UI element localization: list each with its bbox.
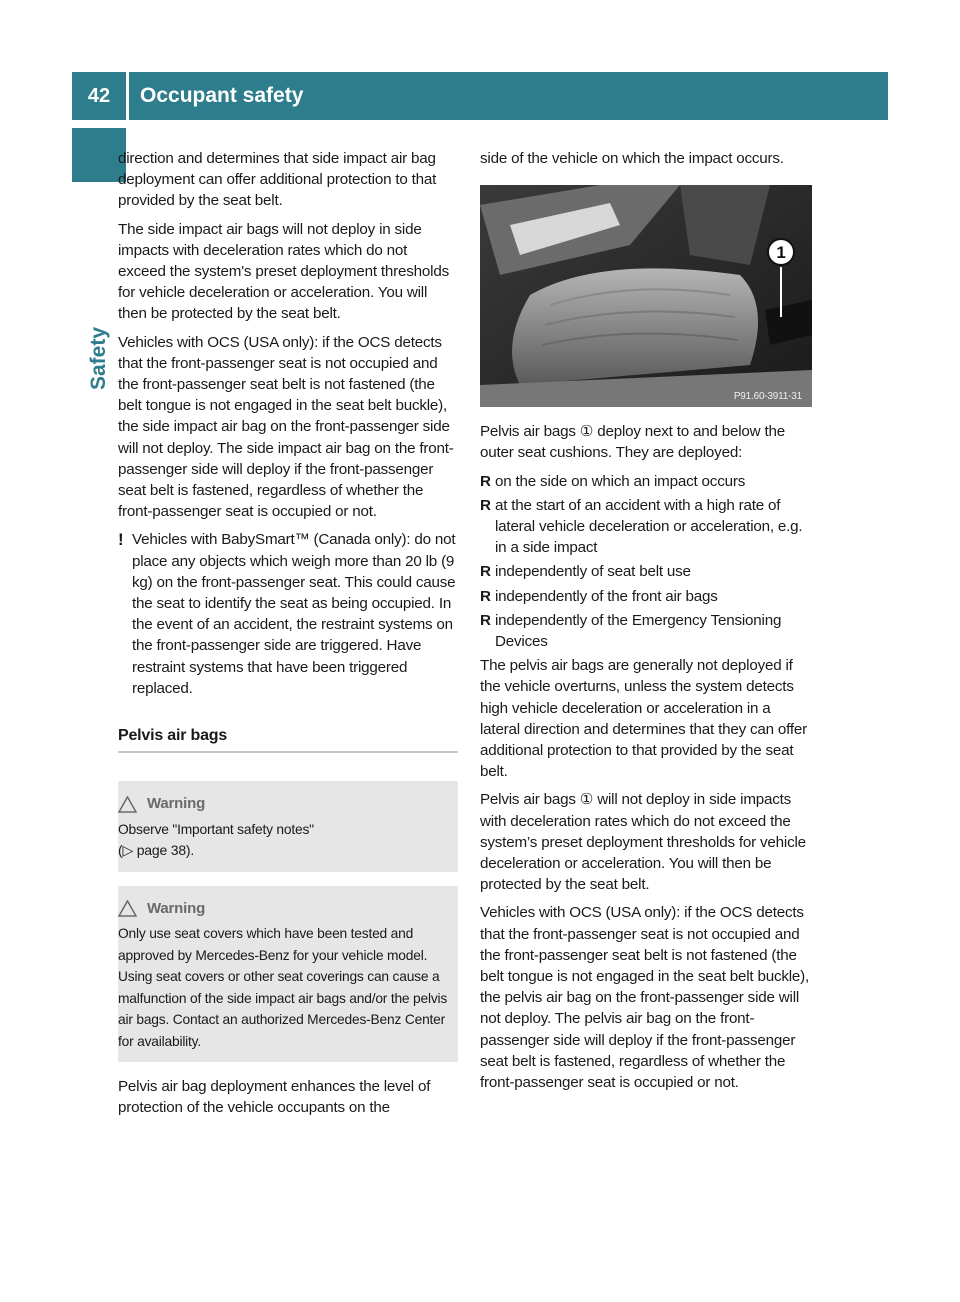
- header-divider: [126, 72, 129, 120]
- figure-code: P91.60-3911-31: [733, 391, 802, 403]
- notice: [118, 529, 458, 699]
- list-item: R independently of the front air bags: [480, 586, 812, 607]
- paragraph: direction and determines that side impact air bag deployment can offer additional protection to that provided by the seat belt.: [118, 150, 437, 210]
- warning-triangle-icon: [118, 900, 137, 917]
- paragraph: Pelvis air bags ① will not deploy in side impacts with deceleration rates which do not exceed the system’s preset deployment thresholds for vehicle deceleration or acceleration. You will then be protected by the seat belt.: [480, 791, 806, 894]
- side-tab-label: Safety: [87, 326, 110, 390]
- warning-triangle-icon: [118, 796, 137, 813]
- paragraph: side of the vehicle on which the impact occurs.: [480, 150, 784, 167]
- warning-title: [118, 793, 458, 815]
- bullet-mark: R: [480, 472, 491, 490]
- paragraph: Vehicles with OCS (USA only): if the OCS detects that the front-passenger seat is not occupied and the front-passenger seat belt is not fastened (the belt tongue is not engaged in the seat belt buckle), the pelvis air bag on the front-passenger side will not deploy. The pelvis air bag on the front-passenger side will deploy if the front-passenger seat belt is fastened, regardless of whether the front-passenger seat is occupied or not.: [480, 904, 810, 1092]
- left-column: [118, 148, 458, 1126]
- paragraph: Pelvis air bags ① deploy next to and below the outer seat cushions. They are deployed:: [480, 423, 785, 462]
- notice-icon: !: [118, 530, 124, 550]
- warning-title: [118, 898, 458, 920]
- paragraph: The pelvis air bags are generally not deployed if the vehicle overturns, unless the system detects high vehicle deceleration or acceleration in a lateral direction and determines that they can offer additional protection to that provided by the seat belt.: [480, 657, 808, 781]
- seat-photo: [480, 185, 812, 407]
- section-heading: Pelvis air bags: [118, 725, 458, 753]
- notice-text: Vehicles with BabySmart™ (Canada only): do not place any objects which weigh more than 20 lb (9 kg) on the front-passenger seat. This could cause the seat to identify the seat as being occupied. In the event of an accident, the restraint systems on the front-passenger side are triggered. Have restraint systems that have been triggered replaced.: [132, 531, 456, 697]
- bullet-mark: R: [480, 496, 491, 514]
- warning-body: Observe "Important safety notes": [118, 821, 314, 837]
- bullet-mark: R: [480, 587, 491, 605]
- page-number: 42: [87, 84, 111, 107]
- bullet-mark: R: [480, 611, 491, 629]
- warning-title-text: Warning: [147, 795, 206, 813]
- warning-body: Only use seat covers which have been tested and approved by Mercedes-Benz for your vehicle model. Using seat covers or other seat coverings can cause a malfunction of the side impact air bags and/or the pelvis air bags. Contact an authorized Mercedes-Benz Center for availability.: [118, 926, 448, 1049]
- paragraph: The side impact air bags will not deploy in side impacts with deceleration rates which do not exceed the system's preset deployment thresholds for vehicle deceleration or acceleration. You will then be protected by the seat belt.: [118, 220, 449, 323]
- list-item: R at the start of an accident with a high rate of lateral vehicle deceleration or acceleration, e.g. in a side impact: [480, 495, 812, 559]
- list-item: R independently of seat belt use: [480, 561, 812, 582]
- chapter-title: Occupant safety: [140, 84, 304, 107]
- right-column: [480, 148, 812, 1100]
- warning-box: [118, 886, 458, 1063]
- bullet-mark: R: [480, 563, 491, 581]
- figure-callout: 1: [776, 243, 786, 263]
- paragraph: Vehicles with OCS (USA only): if the OCS detects that the front-passenger seat is not occupied and the front-passenger seat belt is not fastened (the belt tongue is not engaged in the seat belt buckle), the side impact air bag on the front-passenger side will not deploy. The side impact air bag on the front-passenger side will deploy if the front-passenger seat belt is fastened, regardless of whether the front-passenger seat is occupied or not.: [118, 333, 454, 521]
- warning-box: [118, 781, 458, 872]
- list-item: R on the side on which an impact occurs: [480, 471, 812, 492]
- page-reference-link[interactable]: (▷ page 38).: [118, 842, 195, 859]
- paragraph: Pelvis air bag deployment enhances the level of protection of the vehicle occupants on the: [118, 1078, 431, 1117]
- list-item: R independently of the Emergency Tensioning Devices: [480, 610, 812, 652]
- warning-title-text: Warning: [147, 899, 206, 917]
